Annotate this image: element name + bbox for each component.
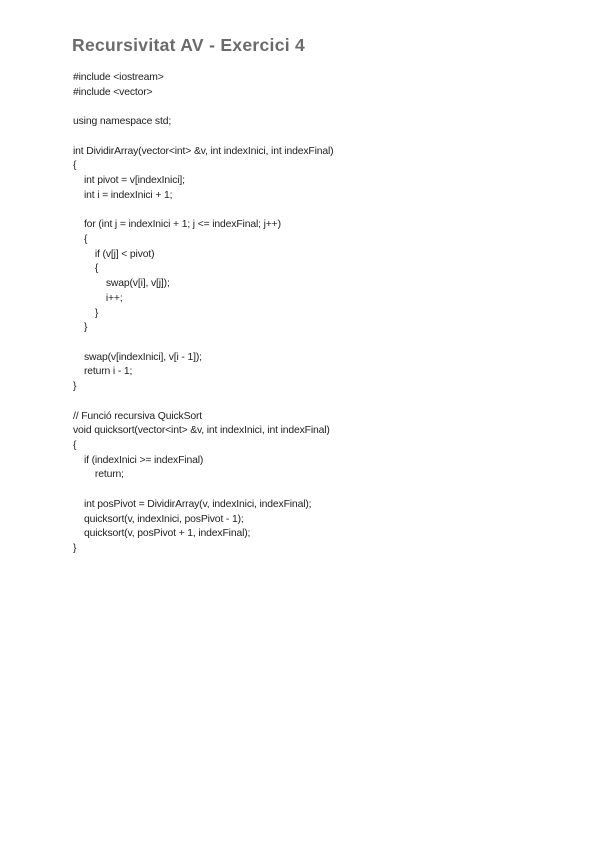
code-line: return i - 1; [73,366,133,378]
code-line [73,130,333,145]
document-title: Recursivitat AV - Exercici 4 [72,35,306,55]
code-line: quicksort(v, indexInici, posPivot - 1); [73,513,244,525]
code-line: int DividirArray(vector<int> &v, int indexInici, int indexFinal) [73,145,334,157]
code-line: swap(v[indexInici], v[i - 1]); [73,351,202,363]
code-line: int i = indexInici + 1; [73,189,173,201]
code-line: if (indexInici >= indexFinal) [73,454,204,466]
code-line [73,336,333,351]
code-line: } [73,543,77,554]
code-line [73,100,333,115]
code-line [73,203,333,218]
code-line [73,395,333,410]
code-line: { [73,160,77,172]
code-line: } [73,307,99,319]
code-line: int posPivot = DividirArray(v, indexInici, indexFinal); [73,498,312,510]
code-line: void quicksort(vector<int> &v, int indexInici, int indexFinal) [73,425,330,437]
code-line: } [73,322,88,334]
code-line: } [73,381,77,393]
code-line: int pivot = v[indexInici]; [73,175,185,187]
code-line: if (v[j] < pivot) [73,248,155,260]
code-line: using namespace std; [73,116,172,128]
code-line: { [73,263,99,275]
code-line: { [73,439,77,451]
code-line: for (int j = indexInici + 1; j <= indexFinal; j++) [73,219,281,231]
code-line: #include <iostream> [73,72,164,83]
code-line: i++; [73,292,123,304]
code-line: { [73,233,88,245]
code-line: swap(v[i], v[j]); [73,278,170,290]
code-line: #include <vector> [73,86,153,98]
code-line: quicksort(v, posPivot + 1, indexFinal); [73,528,251,540]
code-line [73,483,333,498]
code-block [73,71,333,557]
code-line: return; [73,469,124,481]
code-line: // Funció recursiva QuickSort [73,410,203,422]
